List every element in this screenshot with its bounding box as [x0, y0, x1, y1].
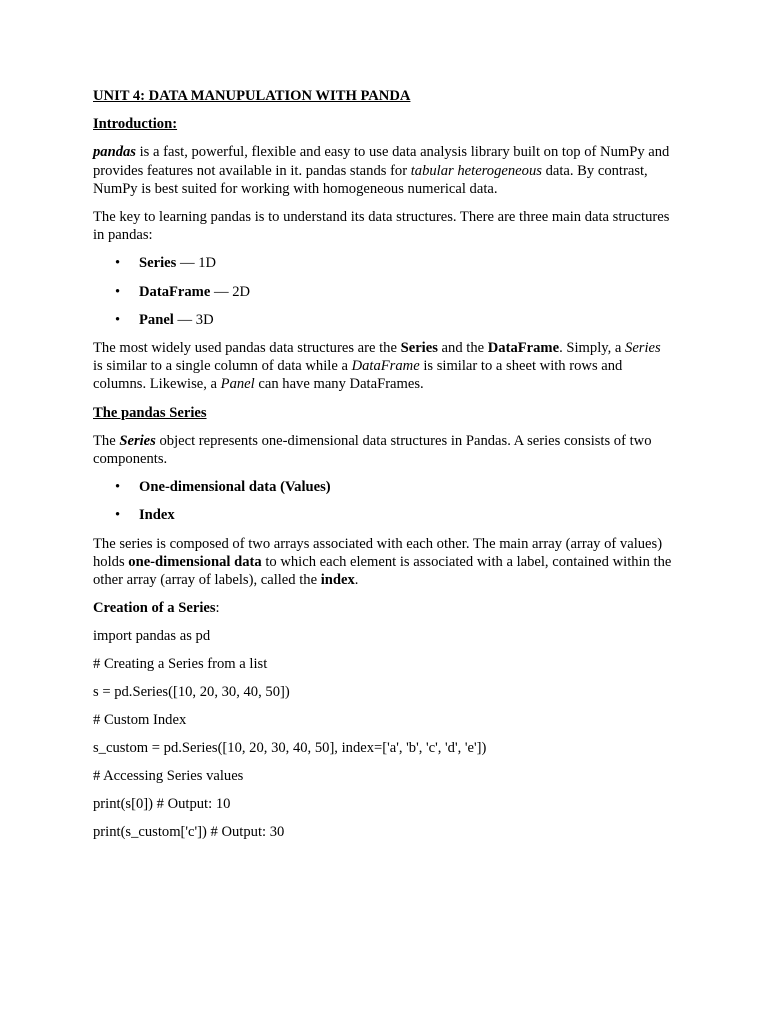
series-p2-text-2: to which each element is associated with a label, contained within the other array (array of labels), called the — [93, 553, 672, 589]
series-section-heading-text: The pandas Series — [93, 404, 207, 421]
structure-name: DataFrame — [139, 283, 211, 300]
list-item — [93, 506, 672, 524]
component-label: One-dimensional data (Values) — [139, 479, 331, 496]
structures-list — [93, 254, 672, 329]
intro-p3-text-3: . Simply, a — [559, 340, 626, 357]
index-term: index — [320, 572, 355, 589]
series-p2-text-1: The series is composed of two arrays associated with each other. The main array (array of values) holds — [93, 535, 663, 570]
series-section-heading — [93, 404, 672, 422]
structure-dim: — 1D — [176, 255, 217, 272]
unit-title: UNIT 4: DATA MANUPULATION WITH PANDA — [93, 88, 411, 104]
code-line: s_custom = pd.Series([10, 20, 30, 40, 50], index=['a', 'b', 'c', 'd', 'e']) — [93, 740, 487, 757]
intro-p3-text-6: can have many DataFrames. — [254, 376, 424, 393]
intro-p3-text-5: is similar to a sheet with rows and columns. Likewise, a — [93, 358, 623, 393]
intro-p1-text-2: data. By contrast, NumPy is best suited for working with homogeneous numerical data. — [93, 162, 648, 197]
structure-name: Panel — [139, 311, 174, 328]
list-item — [93, 478, 672, 496]
intro-p3-text-4: is similar to a single column of data while a — [93, 358, 352, 375]
series-paragraph-1 — [93, 432, 672, 468]
components-list — [93, 478, 672, 524]
creation-heading — [93, 599, 672, 617]
code-line: # Creating a Series from a list — [93, 656, 268, 673]
list-item — [93, 254, 672, 272]
creation-heading-colon: : — [215, 600, 220, 617]
code-example — [93, 627, 672, 840]
structure-name: Series — [139, 255, 177, 272]
code-line: s = pd.Series([10, 20, 30, 40, 50]) — [93, 684, 290, 701]
series-paragraph-2 — [93, 535, 672, 590]
pandas-term: pandas — [93, 144, 136, 161]
series-p1-text-2: object represents one-dimensional data structures in Pandas. A series consists of two components. — [93, 432, 652, 468]
intro-paragraph-3 — [93, 339, 672, 394]
one-dimensional-data-term: one-dimensional data — [128, 553, 262, 570]
tabular-heterogeneous-term: tabular heterogeneous — [410, 162, 542, 179]
dataframe-italic: DataFrame — [351, 358, 420, 375]
series-p1-text-1: The — [93, 432, 120, 449]
component-label: Index — [139, 507, 175, 524]
panel-italic: Panel — [220, 376, 255, 393]
intro-p3-text-1: The most widely used pandas data structures are the — [93, 340, 401, 357]
series-italic: Series — [625, 340, 661, 357]
intro-paragraph-2: The key to learning pandas is to understand its data structures. There are three main data structures in pandas: — [93, 209, 670, 244]
intro-paragraph-1 — [93, 143, 672, 198]
introduction-heading-text: Introduction: — [93, 116, 178, 133]
structure-dim: — 3D — [173, 311, 214, 328]
list-item — [93, 283, 672, 301]
series-term: Series — [400, 340, 438, 357]
dataframe-term: DataFrame — [487, 340, 560, 357]
series-bold-italic: Series — [119, 432, 156, 449]
code-line: print(s[0]) # Output: 10 — [93, 795, 231, 812]
list-item — [93, 311, 672, 329]
code-line: import pandas as pd — [93, 628, 211, 645]
code-line: # Accessing Series values — [93, 767, 244, 784]
creation-heading-text: Creation of a Series — [93, 600, 216, 617]
structure-dim: — 2D — [210, 283, 251, 300]
intro-p1-text-1: is a fast, powerful, flexible and easy to use data analysis library built on top of NumPy and provides features not available in it. pandas stands for — [93, 144, 670, 179]
introduction-heading — [93, 115, 672, 133]
intro-p3-text-2: and the — [437, 340, 488, 357]
code-line: # Custom Index — [93, 712, 187, 729]
code-line: print(s_custom['c']) # Output: 30 — [93, 823, 285, 840]
series-p2-text-3: . — [354, 572, 359, 589]
